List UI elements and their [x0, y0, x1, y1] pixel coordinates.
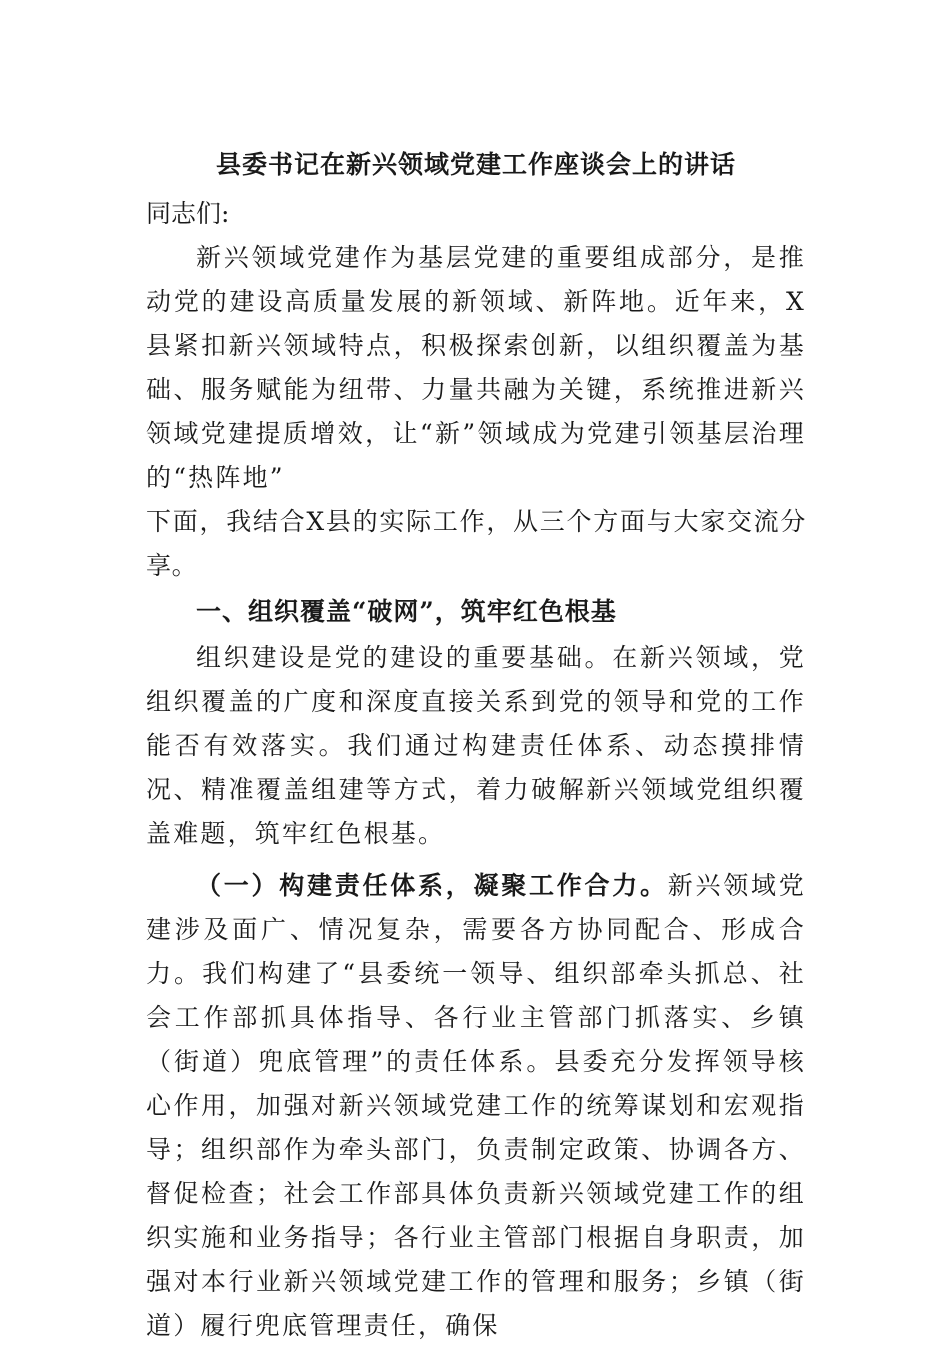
- paragraph-gap: [146, 856, 806, 864]
- transition-paragraph: 下面，我结合X县的实际工作，从三个方面与大家交流分享。: [146, 507, 806, 580]
- document-body: [146, 142, 806, 1348]
- section-1-heading: 一、组织覆盖“破网”，筑牢红色根基: [196, 597, 617, 626]
- intro-paragraph: 新兴领域党建作为基层党建的重要组成部分，是推动党的建设高质量发展的新领域、新阵地。近年来，X县紧扣新兴领域特点，积极探索创新，以组织覆盖为基础、服务赋能为纽带、力量共融为关键，系统推进新兴领域党建提质增效，让“新”领域成为党建引领基层治理的“热阵地”: [146, 243, 806, 492]
- document-title: 县委书记在新兴领域党建工作座谈会上的讲话: [215, 150, 736, 179]
- subsection-1-body: 新兴领域党建涉及面广、情况复杂，需要各方协同配合、形成合力。我们构建了“县委统一领导、组织部牵头抓总、社会工作部抓具体指导、各行业主管部门抓落实、乡镇（街道）兜底管理”的责任体系。县委充分发挥领导核心作用，加强对新兴领域党建工作的统筹谋划和宏观指导；组织部作为牵头部门，负责制定政策、协调各方、督促检查；社会工作部具体负责新兴领域党建工作的组织实施和业务指导；各行业主管部门根据自身职责，加强对本行业新兴领域党建工作的管理和服务；乡镇（街道）履行兜底管理责任，确保: [146, 871, 806, 1340]
- subsection-1-paragraph: [146, 864, 806, 1348]
- section-1-intro-paragraph: 组织建设是党的建设的重要基础。在新兴领域，党组织覆盖的广度和深度直接关系到党的领导和党的工作能否有效落实。我们通过构建责任体系、动态摸排情况、精准覆盖组建等方式，着力破解新兴领域党组织覆盖难题，筑牢红色根基。: [146, 643, 806, 848]
- subsection-1-lead: （一）构建责任体系，凝聚工作合力。: [196, 871, 668, 900]
- salutation: 同志们:: [146, 199, 230, 228]
